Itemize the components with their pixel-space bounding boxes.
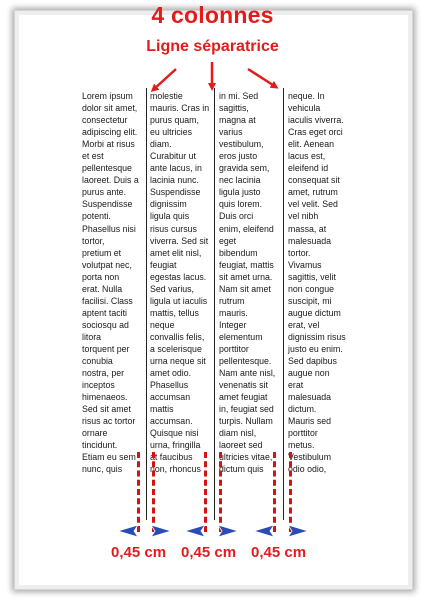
separator-arrow-right-icon <box>248 69 276 87</box>
gap-label-2: 0,45 cm <box>181 544 237 561</box>
gap-label-1: 0,45 cm <box>111 544 167 561</box>
text-column-2: molestie mauris. Cras in purus quam, eu ultricies diam. Curabitur ut ante lacus, in lacinia nunc. Suspendisse dignissim ligula quis risus cursus viverra. Sed sit amet elit nisl, feugiat egestas lacus. Sed varius, ligula ut iaculis mattis, tellus neque convallis felis, a scelerisque urna neque sit amet odio. Phasellus accumsan mattis accumsan. Quisque nisi urna, fringilla at faucibus non, rhoncus <box>150 91 210 475</box>
text-column-3: in mi. Sed sagittis, magna at varius vestibulum, eros justo gravida sem, nec lacinia ligula justo quis lorem. Duis orci enim, eleifend eget bibendum feugiat, mattis sit amet urna. Nam sit amet rutrum mauris. Integer elementum porttitor pellentesque. Nam ante nisl, venenatis sit amet feugiat in, feugiat sed turpis. Nullam diam nisl, laoreet sed ultricies vitae, dictum quis <box>219 91 276 475</box>
separator-arrow-left-icon <box>153 69 176 90</box>
annotation-title: 4 colonnes <box>151 2 274 28</box>
text-column-4: neque. In vehicula iaculis viverra. Cras eget orci elit. Aenean lacus est, eleifend id consequat sit amet, rutrum vel velit. Sed vel nibh massa, at malesuada tortor. Vivamus sagittis, velit non congue suscipit, mi augue dictum erat, vel dignissim risus justo eu enim. Sed dapibus augue non erat malesuada dictum. Mauris sed porttitor metus. Vestibulum odio odio, <box>288 91 346 475</box>
gap-arrow-2-icon <box>185 525 238 537</box>
gap-arrow-3-icon <box>254 525 308 537</box>
annotation-separator-label: Ligne séparatrice <box>146 38 279 55</box>
gap-label-3: 0,45 cm <box>251 544 307 561</box>
text-column-1: Lorem ipsum dolor sit amet, consectetur adipiscing elit. Morbi at risus et est pellentesque laoreet. Duis a purus ante. Suspendisse potenti. Phasellus nisi tortor, pretium et volutpat nec, porta non erat. Nulla facilisi. Class aptent taciti sociosqu ad litora torquent per conubia nostra, per inceptos himenaeos. Sed sit amet risus ac tortor ornare tincidunt. Etiam eu sem nunc, quis <box>82 91 139 475</box>
gap-arrow-1-icon <box>118 525 171 537</box>
